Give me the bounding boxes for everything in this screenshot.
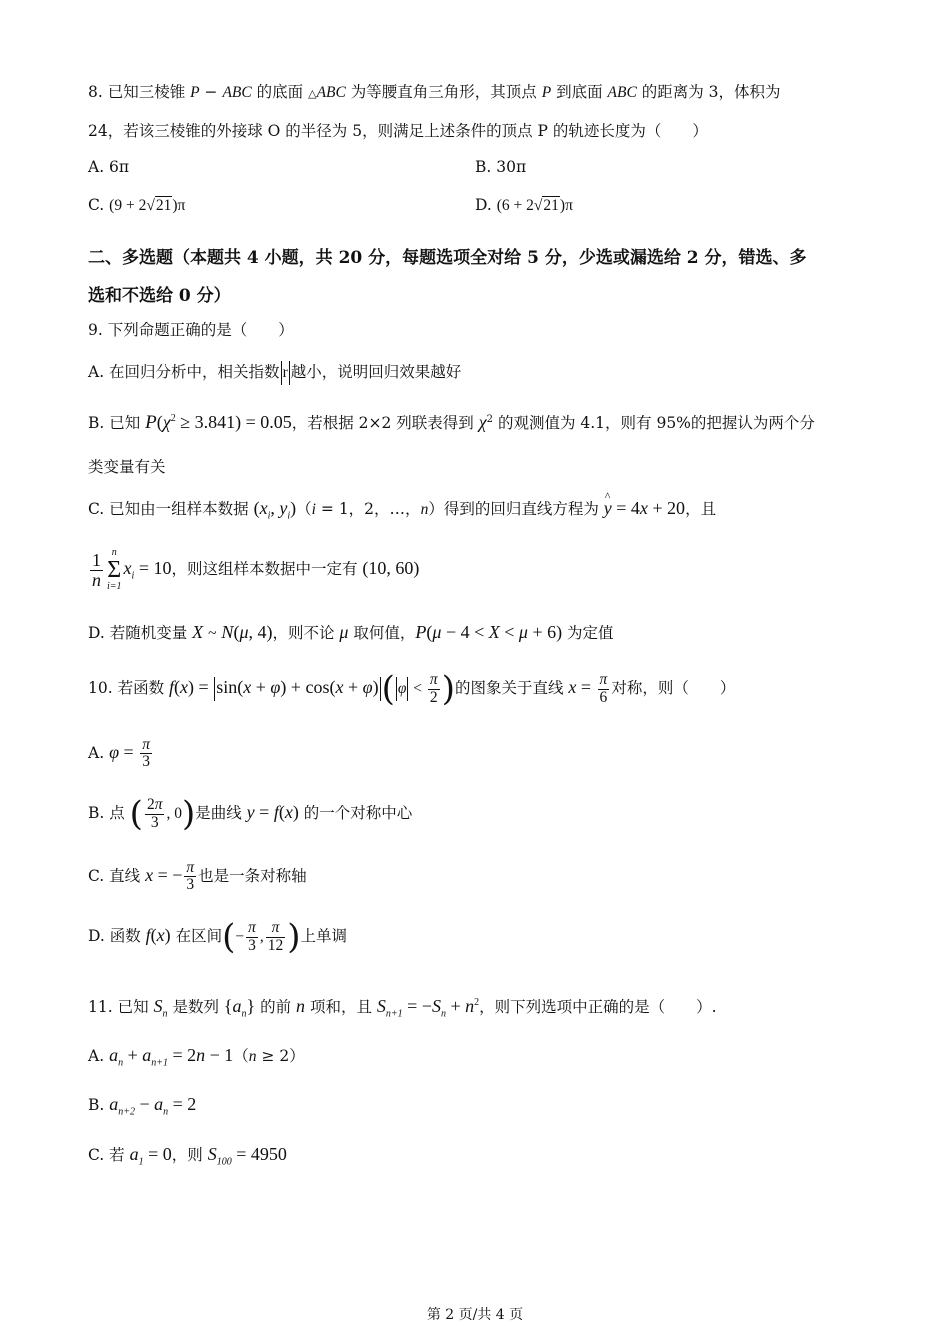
q11-stem: 11. 已知 $S_n$ 是数列 $\{a_n\}$ 的前 n 项和，且 $S_{n+1} = -S_n + n^2$，则下列选项中正确的是（ ）. [88,996,717,1020]
q10-option-b: B. 点 ( $\frac{2\pi}{3}$ , 0)是曲线 y = f(x) 的一个对称中心 [88,794,413,834]
q9-option-d: D. 若随机变量 X ~ N(μ, 4)，则不论 μ 取何值，P(μ − 4 < X < μ + 6) 为定值 [88,622,614,642]
q9-option-c-line1: C. 已知由一组样本数据 ($x_i$, $y_i)(i = 1$，2，…，n）得到的回归直线方程为 ^ y = 4x + 20，且 [88,497,716,522]
q11-option-a: A. $a_n + a_{n+1} = 2n - 1(n \ge 2)$ [88,1045,305,1069]
q8-option-b: B. 30π [475,158,527,176]
q9-option-a: A. 在回归分析中，相关指数 r 越小，说明回归效果越好 [88,360,461,385]
q8-stem-line1: 8. 已知三棱锥 P − ABC 的底面 △ABC 为等腰直角三角形，其顶点 P 到底面 ABC 的距离为 3，体积为 [88,83,781,101]
q10-option-a: A. φ = $\frac{\pi}{3}$ [88,736,150,771]
q10-option-c: C. 直线 x = − $\frac{\pi}{3}$ 也是一条对称轴 [88,859,307,894]
q9-option-b-line2: 类变量有关 [88,458,166,476]
q11-option-b: B. $a_{n+2} - a_n = 2$ [88,1094,197,1118]
section2-heading-line2: 选和不选给 0 分） [88,286,231,306]
q10-option-d: D. 函数 f(x) 在区间(− $\frac{\pi}{3}$ , $\frac{\pi}{12}$ )上单调 [88,917,348,957]
q9-option-c-line2: $\frac{1}{n}$ n Σ i=1 $x_i = 10$，则这组样本数据中一定有 (10, 60) [92,547,420,592]
q10-stem: 10. 若函数 f(x) = sin(x + φ) + cos(x + φ)( φ < $\frac{\pi}{2}$ )的图象关于直线 x = $\frac{\pi}{6}$ 对称，则（ ） [88,669,736,709]
q8-stem-line2: 24，若该三棱锥的外接球 O 的半径为 5，则满足上述条件的顶点 P 的轨迹长度为（ ） [88,122,708,140]
q8-option-c: C. (9 + 2√21)π [88,196,186,214]
q8-option-a: A. 6π [88,158,130,176]
section2-heading-line1: 二、多选题（本题共 4 小题，共 20 分，每题选项全对给 5 分，少选或漏选给 2 分，错选、多 [88,248,807,268]
q11-option-c: C. 若 $a_1 = 0$，则 $S_{100} = 4950$ [88,1144,287,1168]
q9-option-b-line1: B. 已知 $P(\chi^2 \ge 3.841) = 0.05$，若根据 2×2 列联表得到 $\chi^2$ 的观测值为 4.1，则有 95%的把握认为两个分 [88,412,815,433]
q8-option-d: D. (6 + 2√21)π [475,196,573,214]
page-footer: 第 2 页/共 4 页 [426,1307,524,1323]
q9-stem: 9. 下列命题正确的是（ ） [88,321,294,339]
